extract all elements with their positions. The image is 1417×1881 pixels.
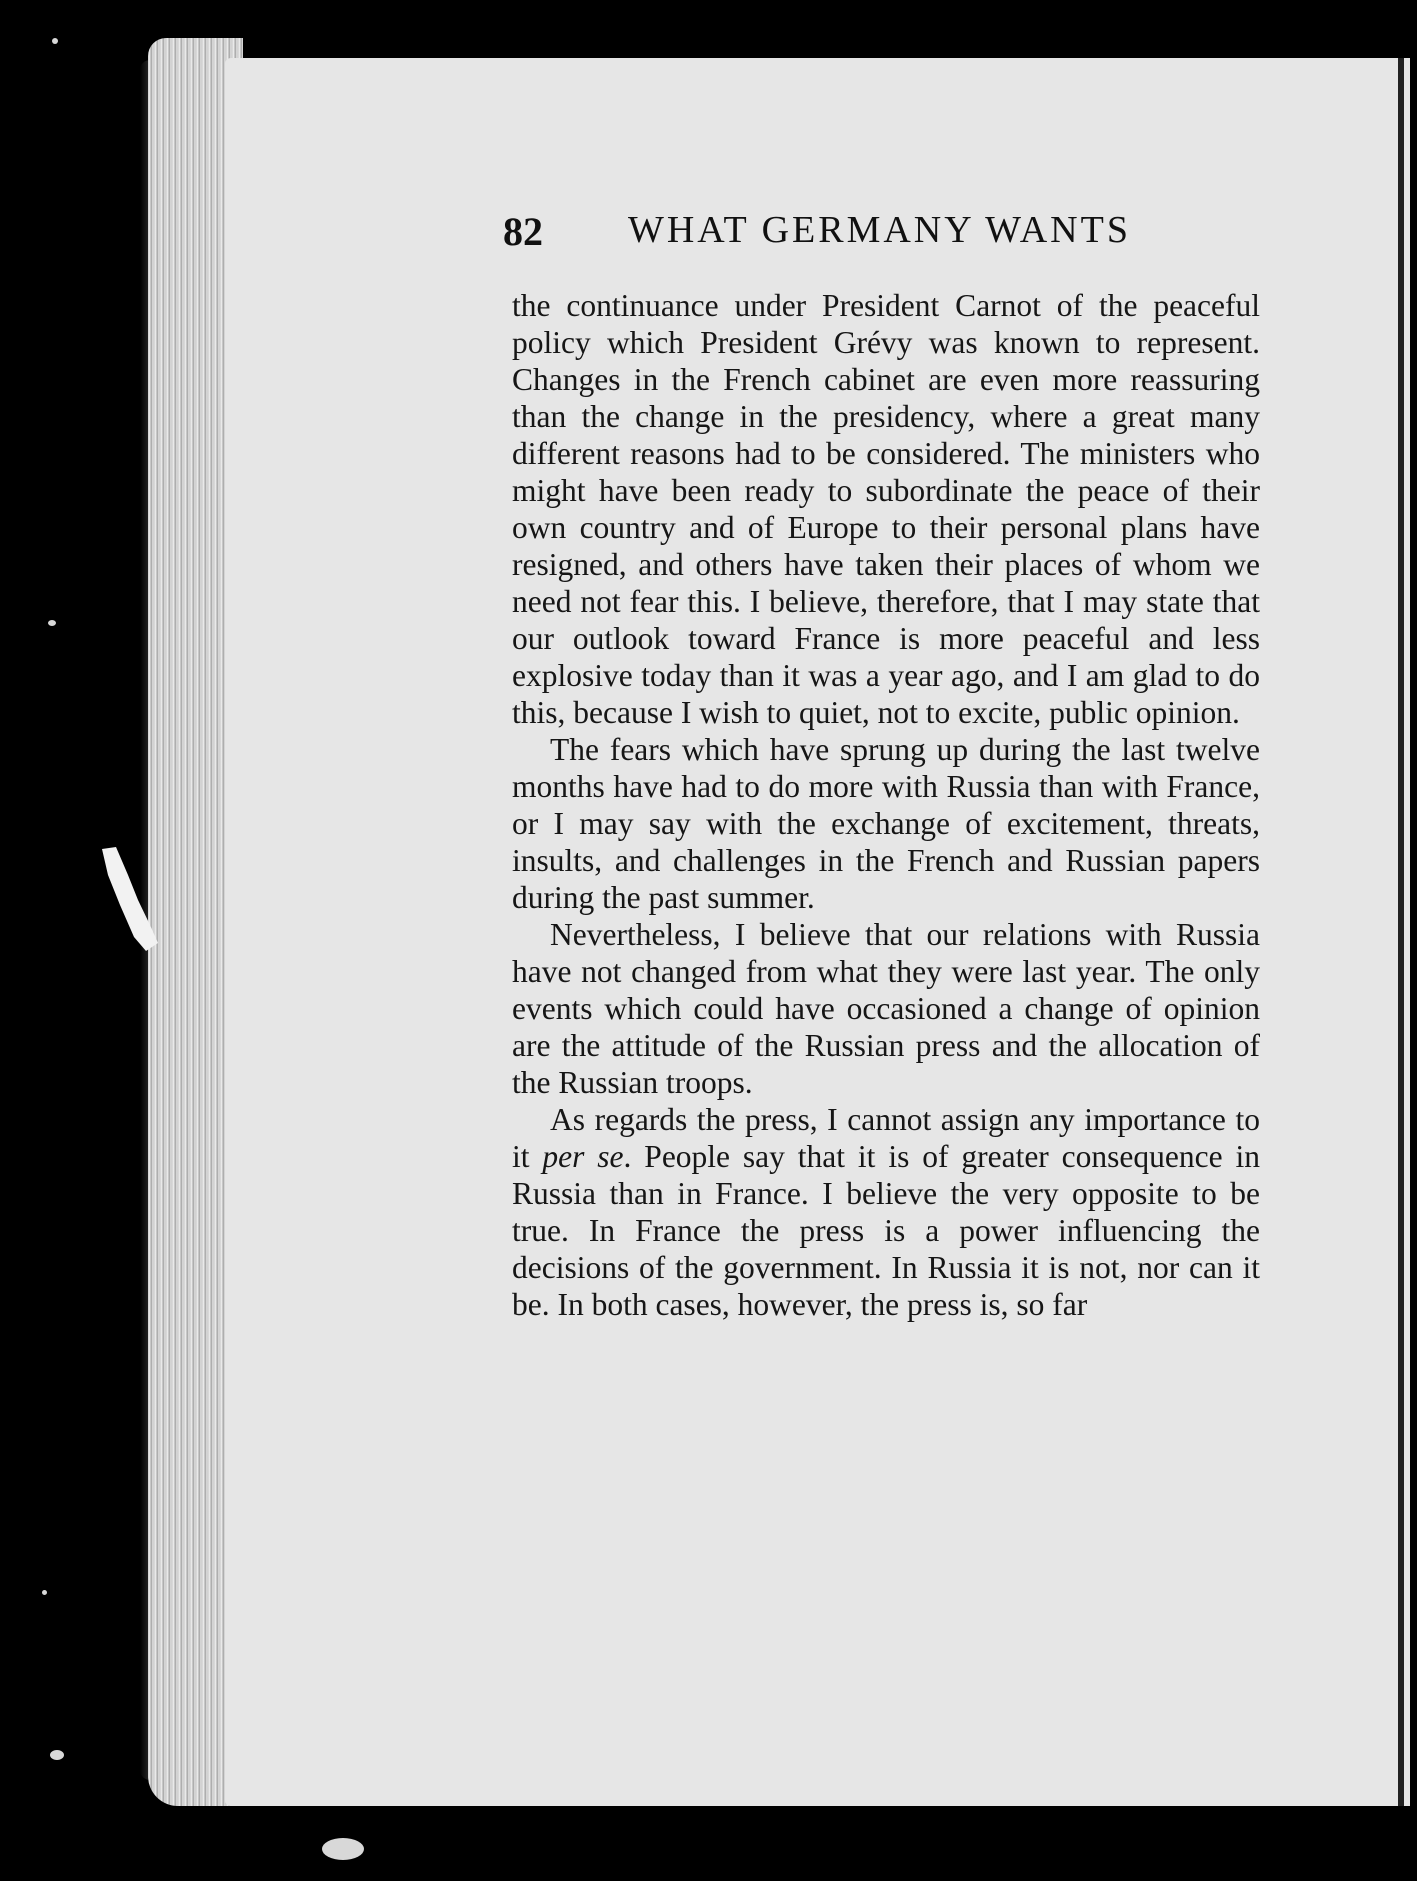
running-title: WHAT GERMANY WANTS	[628, 209, 1131, 251]
paragraph: Nevertheless, I believe that our relations with Russia have not changed from what they were last year. The only events which could have occasioned a change of opinion are the attitude of the Russian press and the allocation of the Russian troops.	[512, 917, 1260, 1100]
paragraph	[512, 1101, 1260, 1323]
scan-speck	[48, 620, 56, 626]
scan-speck	[42, 1590, 47, 1595]
page-header	[503, 208, 1263, 264]
torn-paper-mark	[98, 845, 160, 955]
page-number: 82	[503, 209, 543, 254]
paragraph-text-start: As regards the press, I cannot assign any importance to it	[512, 1102, 1260, 1174]
paragraph-text-end: . People say that it is of greater consequence in Russia than in France. I believe the very opposite to be true. In France the press is a power influencing the decisions of the government. In Russia it is not, nor can it be. In both cases, however, the press is, so far	[512, 1139, 1260, 1322]
page-right-edge	[1398, 58, 1404, 1806]
scan-speck	[52, 38, 58, 44]
italic-phrase: per se	[542, 1139, 624, 1174]
scan-speck	[50, 1750, 64, 1760]
paragraph: the continuance under President Carnot of the peaceful policy which President Grévy was known to represent. Changes in the French cabinet are even more reassuring than the change in the presidency, where a great many different reasons had to be considered. The ministers who might have been ready to subordinate the peace of their own country and of Europe to their personal plans have resigned, and others have taken their places of whom we need not fear this. I believe, therefore, that I may state that our outlook toward France is more peaceful and less explosive today than it was a year ago, and I am glad to do this, because I wish to quiet, not to excite, public opinion.	[512, 288, 1260, 730]
body-text	[512, 287, 1260, 1323]
scan-speck	[322, 1838, 364, 1860]
paragraph: The fears which have sprung up during the last twelve months have had to do more with Russia than with France, or I may say with the exchange of excitement, threats, insults, and challenges in the French and Russian papers during the past summer.	[512, 732, 1260, 915]
